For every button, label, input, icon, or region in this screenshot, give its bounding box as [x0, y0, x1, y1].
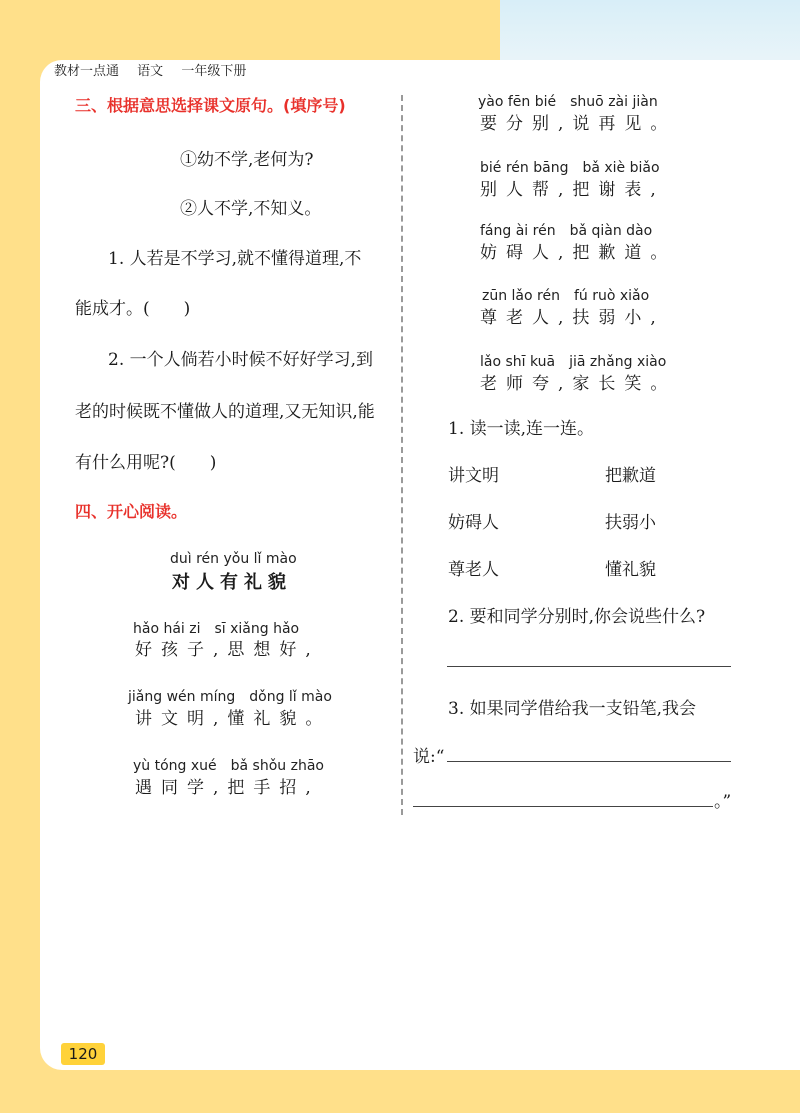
column-divider	[401, 95, 403, 815]
option-2: ②人不学,不知义。	[180, 199, 322, 219]
question-3-prefix: 说:“	[413, 747, 445, 767]
poem-left-1-text: 好孩子,思想好,	[135, 640, 320, 660]
poem-right-1-text: 要分别,说再见。	[480, 114, 677, 134]
bottom-band	[0, 1078, 800, 1113]
header-subject: 语文	[137, 64, 164, 79]
poem-left-2-pinyin: jiǎng wén míng dǒng lǐ mào	[128, 689, 332, 705]
poem-right-1-pinyin: yào fēn bié shuō zài jiàn	[478, 94, 658, 110]
poem-left-2-text: 讲文明,懂礼貌。	[135, 709, 332, 729]
q1-line2[interactable]: 能成才。( )	[75, 299, 191, 319]
poem-title: 对人有礼貌	[172, 572, 292, 593]
match-left-1[interactable]: 讲文明	[448, 466, 499, 486]
q2-line3[interactable]: 有什么用呢?( )	[75, 453, 217, 473]
header-series: 教材一点通	[54, 64, 120, 79]
answer-line-q2[interactable]	[447, 666, 731, 667]
section4-title: 四、开心阅读。	[75, 502, 188, 521]
poem-right-3-pinyin: fáng ài rén bǎ qiàn dào	[480, 223, 653, 239]
poem-right-5-pinyin: lǎo shī kuā jiā zhǎng xiào	[480, 354, 667, 370]
page-header	[54, 60, 260, 79]
question-2-title: 2. 要和同学分别时,你会说些什么?	[448, 607, 706, 627]
answer-line-q3-2[interactable]	[413, 806, 713, 807]
match-right-3[interactable]: 懂礼貌	[605, 560, 656, 580]
poem-left-3-pinyin: yù tóng xué bǎ shǒu zhāo	[133, 758, 324, 774]
q1-line1: 1. 人若是不学习,就不懂得道理,不	[108, 249, 362, 269]
question-3-line1: 3. 如果同学借给我一支铅笔,我会	[448, 699, 697, 719]
poem-left-1-pinyin: hǎo hái zi sī xiǎng hǎo	[133, 621, 300, 637]
section3-title: 三、根据意思选择课文原句。(填序号)	[75, 96, 346, 115]
header-grade: 一年级下册	[181, 64, 247, 79]
option-1: ①幼不学,老何为?	[180, 150, 314, 170]
match-left-3[interactable]: 尊老人	[448, 560, 499, 580]
poem-right-4-pinyin: zūn lǎo rén fú ruò xiǎo	[482, 288, 650, 304]
poem-right-2-pinyin: bié rén bāng bǎ xiè biǎo	[480, 160, 660, 176]
question-3-suffix: 。”	[714, 792, 732, 812]
match-right-1[interactable]: 把歉道	[605, 466, 656, 486]
poem-right-3-text: 妨碍人,把歉道。	[480, 243, 677, 263]
poem-right-2-text: 别人帮,把谢表,	[480, 180, 665, 200]
page-number: 120	[61, 1043, 105, 1065]
q2-line2: 老的时候既不懂做人的道理,又无知识,能	[75, 402, 375, 422]
poem-right-4-text: 尊老人,扶弱小,	[480, 308, 665, 328]
poem-right-5-text: 老师夸,家长笑。	[480, 374, 677, 394]
match-left-2[interactable]: 妨碍人	[448, 513, 499, 533]
q2-line1: 2. 一个人倘若小时候不好好学习,到	[108, 350, 374, 370]
match-right-2[interactable]: 扶弱小	[605, 513, 656, 533]
poem-title-pinyin: duì rén yǒu lǐ mào	[170, 551, 297, 567]
poem-left-3-text: 遇同学,把手招,	[135, 778, 320, 798]
answer-line-q3-1[interactable]	[447, 761, 731, 762]
question-1-title: 1. 读一读,连一连。	[448, 419, 595, 439]
paper-page	[40, 60, 800, 1070]
